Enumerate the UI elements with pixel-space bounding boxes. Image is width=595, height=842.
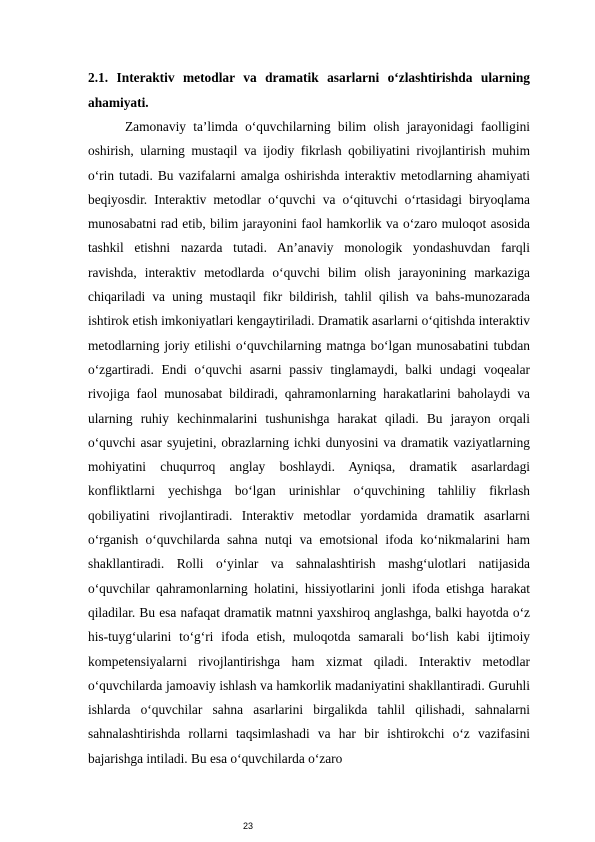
section-heading: 2.1. Interaktiv metodlar va dramatik asarlarni o‘zlashtirishda ularning ahamiyati. — [88, 70, 530, 110]
document-page — [88, 66, 530, 771]
page-number: 23 — [243, 821, 254, 831]
body-paragraph: Zamonaviy ta’limda o‘quvchilarning bilim olish jarayonidagi faolligini oshirish, ularning mustaqil va ijodiy fikrlash qobiliyatini rivojlantirish muhim o‘rin tutadi. Bu vazifalarni amalga oshirishda interaktiv metodlarning ahamiyati beqiyosdir. Interaktiv metodlar o‘quvchi va o‘qituvchi o‘rtasidagi biryoqlama munosabatni rad etib, bilim jarayonini faol hamkorlik va o‘zaro muloqot asosida tashkil etishni nazarda tutadi. An’anaviy monologik yondashuvdan farqli ravishda, interaktiv metodlarda o‘quvchi bilim olish jarayonining markaziga chiqariladi va uning mustaqil fikr bildirish, tahlil qilish va bahs-munozarada ishtirok etish imkoniyatlari kengaytiriladi. Dramatik asarlarni o‘qitishda interaktiv metodlarning joriy etilishi o‘quvchilarning matnga bo‘lgan munosabatini tubdan o‘zgartiradi. Endi o‘quvchi asarni passiv tinglamaydi, balki undagi voqealar rivojiga faol munosabat bildiradi, qahramonlarning harakatlarini baholaydi va ularning ruhiy kechinmalarini tushunishga harakat qiladi. Bu jarayon orqali o‘quvchi asar syujetini, obrazlarning ichki dunyosini va dramatik vaziyatlarning mohiyatini chuqurroq anglay boshlaydi. Ayniqsa, dramatik asarlardagi konfliktlarni yechishga bo‘lgan urinishlar o‘quvchining tahliliy fikrlash qobiliyatini rivojlantiradi. Interaktiv metodlar yordamida dramatik asarlarni o‘rganish o‘quvchilarda sahna nutqi va emotsional ifoda ko‘nikmalarini ham shakllantiradi. Rolli o‘yinlar va sahnalashtirish mashg‘ulotlari natijasida o‘quvchilar qahramonlarning holatini, hissiyotlarini jonli ifoda etishga harakat qiladilar. Bu esa nafaqat dramatik matnni yaxshiroq anglashga, balki hayotda o‘z his-tuyg‘ularini to‘g‘ri ifoda etish, muloqotda samarali bo‘lish kabi ijtimoiy kompetensiyalarni rivojlantirishga ham xizmat qiladi. Interaktiv metodlar o‘quvchilarda jamoaviy ishlash va hamkorlik madaniyatini shakllantiradi. Guruhli ishlarda o‘quvchilar sahna asarlarini birgalikda tahlil qilishadi, sahnalarni sahnalashtirishda rollarni taqsimlashadi va har bir ishtirokchi o‘z vazifasini bajarishga intiladi. Bu esa o‘quvchilarda o‘zaro — [88, 119, 530, 766]
